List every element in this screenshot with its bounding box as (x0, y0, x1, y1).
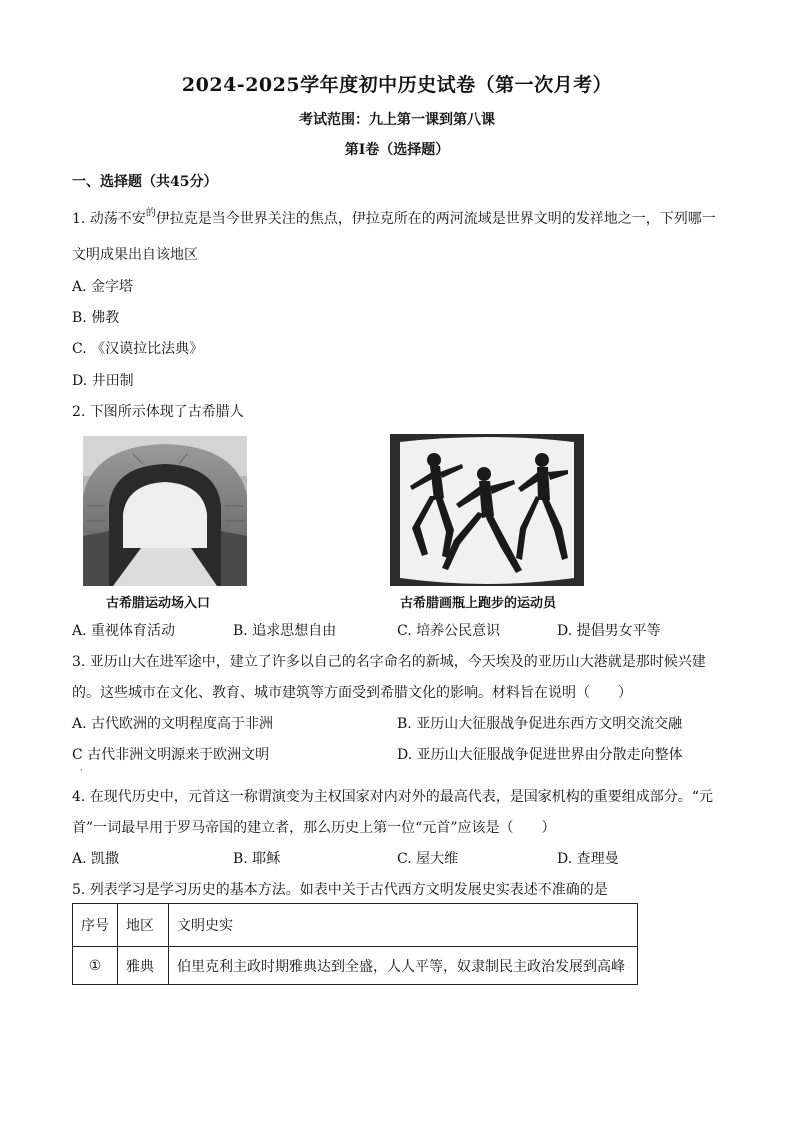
q4-stem-line2: 首”一词最早用于罗马帝国的建立者，那么历史上第一位“元首”应该是（ ） (72, 820, 556, 836)
stray-mark: · (80, 766, 83, 775)
row-fact: 伯里克利主政时期雅典达到全盛，人人平等，奴隶制民主政治发展到高峰 (169, 947, 638, 985)
header-fact: 文明史实 (169, 904, 638, 947)
row-number: ① (73, 947, 118, 985)
caption-vase: 古希腊画瓶上跑步的运动员 (400, 596, 557, 611)
row-region: 雅典 (118, 947, 169, 985)
q5-stem: 5. 列表学习是学习历史的基本方法。如表中关于古代西方文明发展史实表述不准确的是 (72, 882, 608, 898)
q3-option-b: B. 亚历山大征服战争促进东西方文明交流交融 (397, 716, 683, 732)
q4-option-c: C. 屋大维 (397, 851, 459, 867)
q1-stem-a: 1. 动荡不安 (72, 211, 146, 227)
q1-stem-b: 伊拉克是当今世界关注的焦点，伊拉克所在的两河流域是世界文明的发祥地之一，下列哪一 (155, 211, 716, 227)
q1-option-b: B. 佛教 (72, 310, 120, 326)
q2-stem: 2. 下图所示体现了古希腊人 (72, 404, 244, 420)
q1-annotation: 的 (145, 208, 156, 219)
q1-option-a: A. 金字塔 (72, 279, 134, 295)
caption-stadium: 古希腊运动场入口 (106, 596, 211, 611)
q3-stem-line1: 3. 亚历山大在进军途中，建立了许多以自己的名字命名的新城，今天埃及的亚历山大港就是那时候兴建 (72, 654, 706, 670)
q3-option-c: C 古代非洲文明源来于欧洲文明 (72, 747, 270, 763)
q4-option-b: B. 耶稣 (233, 851, 281, 867)
stadium-entrance-image (83, 436, 247, 586)
history-facts-table (72, 903, 638, 985)
greek-vase-runners-image (390, 434, 584, 586)
q4-stem-line1: 4. 在现代历史中，元首这一称谓演变为主权国家对内对外的最高代表，是国家机构的重要组成部分。“元 (72, 789, 713, 805)
table-header-row (73, 904, 638, 947)
exam-scope: 考试范围：九上第一课到第八课 (299, 112, 495, 128)
q4-option-d: D. 查理曼 (557, 851, 619, 867)
section-heading: 一、选择题（共45分） (72, 174, 218, 190)
header-region: 地区 (118, 904, 169, 947)
q4-option-a: A. 凯撒 (72, 851, 120, 867)
q2-option-d: D. 提倡男女平等 (557, 623, 661, 639)
q1-option-c: C. 《汉谟拉比法典》 (72, 341, 204, 357)
q1-stem-line1 (72, 208, 716, 228)
table-row (73, 947, 638, 985)
q2-option-b: B. 追求思想自由 (233, 623, 337, 639)
q1-stem-line2: 文明成果出自该地区 (72, 247, 198, 263)
volume-heading: 第Ⅰ卷（选择题） (344, 142, 450, 158)
q1-option-d: D. 井田制 (72, 373, 134, 389)
q3-option-a: A. 古代欧洲的文明程度高于非洲 (72, 716, 274, 732)
q2-option-a: A. 重视体育活动 (72, 623, 176, 639)
page-title: 2024-2025学年度初中历史试卷（第一次月考） (181, 74, 613, 96)
q2-option-c: C. 培养公民意识 (397, 623, 501, 639)
q3-stem-line2: 的。这些城市在文化、教育、城市建筑等方面受到希腊文化的影响。材料旨在说明（ ） (72, 685, 632, 701)
header-number: 序号 (73, 904, 118, 947)
q3-option-d: D. 亚历山大征服战争促进世界由分散走向整体 (397, 747, 683, 763)
